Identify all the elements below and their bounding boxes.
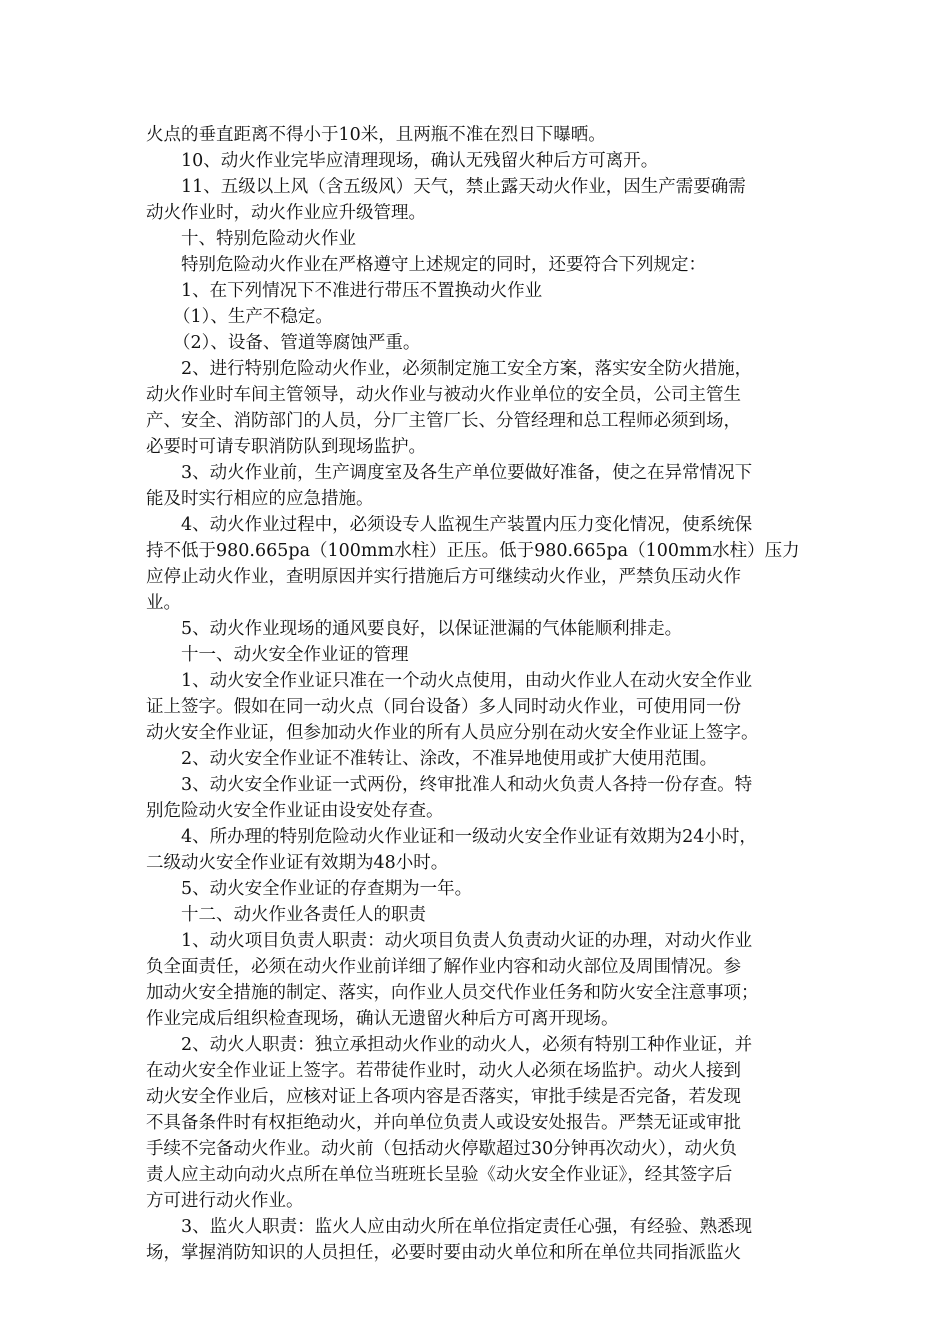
text-line: 作业完成后组织检查现场，确认无遗留火种后方可离开现场。 <box>146 1009 619 1029</box>
text-line: 场，掌握消防知识的人员担任，必要时要由动火单位和所在单位共同指派监火 <box>146 1243 741 1263</box>
text-line: 1、在下列情况下不准进行带压不置换动火作业 <box>181 281 543 301</box>
text-line: 十、特别危险动火作业 <box>181 229 356 249</box>
text-line: 业。 <box>146 593 181 613</box>
text-line: 1、动火安全作业证只准在一个动火点使用，由动火作业人在动火安全作业 <box>181 671 753 691</box>
text-line: 动火作业时车间主管领导，动火作业与被动火作业单位的安全员，公司主管生 <box>146 385 741 405</box>
text-line: 方可进行动火作业。 <box>146 1191 304 1211</box>
text-line: 负全面责任，必须在动火作业前详细了解作业内容和动火部位及周围情况。参 <box>146 957 741 977</box>
text-line: 11、五级以上风（含五级风）天气，禁止露天动火作业，因生产需要确需 <box>181 177 746 197</box>
text-line: 特别危险动火作业在严格遵守上述规定的同时，还要符合下列规定： <box>181 255 706 275</box>
text-line: 5、动火安全作业证的存查期为一年。 <box>181 879 473 899</box>
text-line: 动火作业时，动火作业应升级管理。 <box>146 203 426 223</box>
text-line: （1）、生产不稳定。 <box>173 307 333 327</box>
text-line: 4、动火作业过程中，必须设专人监视生产装置内压力变化情况，使系统保 <box>181 515 753 535</box>
text-line: 加动火安全措施的制定、落实，向作业人员交代作业任务和防火安全注意事项； <box>146 983 759 1003</box>
text-line: 10、动火作业完毕应清理现场，确认无残留火种后方可离开。 <box>181 151 659 171</box>
text-line: 在动火安全作业证上签字。若带徒作业时，动火人必须在场监护。动火人接到 <box>146 1061 741 1081</box>
text-line: 1、动火项目负责人职责：动火项目负责人负责动火证的办理，对动火作业 <box>181 931 753 951</box>
text-line: 别危险动火安全作业证由设安处存查。 <box>146 801 444 821</box>
text-line: 动火安全作业证，但参加动火作业的所有人员应分别在动火安全作业证上签字。 <box>146 723 759 743</box>
text-line: 3、动火安全作业证一式两份，终审批准人和动火负责人各持一份存查。特 <box>181 775 753 795</box>
document-body <box>146 122 806 1266</box>
text-line: 应停止动火作业，查明原因并实行措施后方可继续动火作业，严禁负压动火作 <box>146 567 741 587</box>
text-line: 能及时实行相应的应急措施。 <box>146 489 374 509</box>
text-line: 4、所办理的特别危险动火作业证和一级动火安全作业证有效期为24小时， <box>181 827 757 847</box>
text-line: 2、进行特别危险动火作业，必须制定施工安全方案，落实安全防火措施， <box>181 359 753 379</box>
text-line: 2、动火人职责：独立承担动火作业的动火人，必须有特别工种作业证，并 <box>181 1035 753 1055</box>
text-line: 必要时可请专职消防队到现场监护。 <box>146 437 426 457</box>
text-line: 持不低于980.665pa（100mm水柱）正压。低于980.665pa（100mm水柱）压力 <box>146 541 800 561</box>
text-line: 不具备条件时有权拒绝动火，并向单位负责人或设安处报告。严禁无证或审批 <box>146 1113 741 1133</box>
text-line: 十一、动火安全作业证的管理 <box>181 645 409 665</box>
text-line: （2）、设备、管道等腐蚀严重。 <box>173 333 421 353</box>
text-line: 3、监火人职责：监火人应由动火所在单位指定责任心强，有经验、熟悉现 <box>181 1217 753 1237</box>
text-line: 证上签字。假如在同一动火点（同台设备）多人同时动火作业，可使用同一份 <box>146 697 741 717</box>
text-line: 产、安全、消防部门的人员，分厂主管厂长、分管经理和总工程师必须到场， <box>146 411 741 431</box>
text-line: 5、动火作业现场的通风要良好，以保证泄漏的气体能顺利排走。 <box>181 619 683 639</box>
text-line: 二级动火安全作业证有效期为48小时。 <box>146 853 449 873</box>
text-line: 3、动火作业前，生产调度室及各生产单位要做好准备，使之在异常情况下 <box>181 463 753 483</box>
text-line: 火点的垂直距离不得小于10米，且两瓶不准在烈日下曝晒。 <box>146 125 606 145</box>
text-line: 手续不完备动火作业。动火前（包括动火停歇超过30分钟再次动火），动火负 <box>146 1139 738 1159</box>
text-line: 动火安全作业后，应核对证上各项内容是否落实，审批手续是否完备，若发现 <box>146 1087 741 1107</box>
text-line: 责人应主动向动火点所在单位当班班长呈验《动火安全作业证》，经其签字后 <box>146 1165 733 1185</box>
text-line: 十二、动火作业各责任人的职责 <box>181 905 426 925</box>
text-line: 2、动火安全作业证不准转让、涂改，不准异地使用或扩大使用范围。 <box>181 749 718 769</box>
